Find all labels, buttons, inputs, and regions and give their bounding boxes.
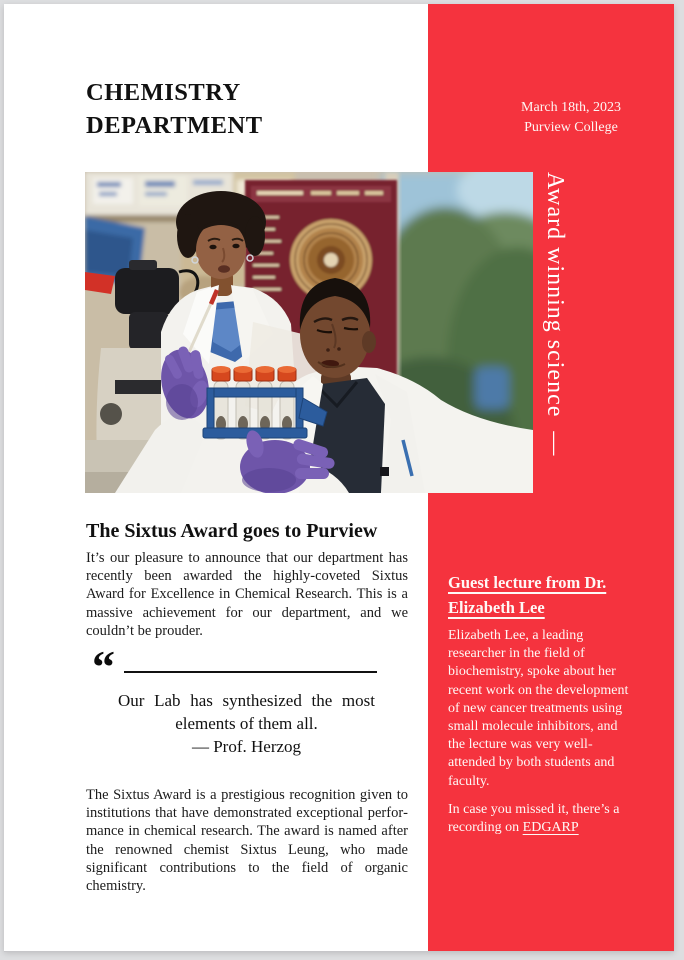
article-paragraph-1: It’s our pleasure to announce that our department has recently been awarded the highly-coveted Sixtus Award for Excellence in Chemical Research. This is a massive achievement for our department, and we couldn’t be prouder.: [86, 550, 408, 639]
recording-link[interactable]: EDGARP: [522, 820, 579, 836]
sidebar-body: Elizabeth Lee, a leading researcher in the field of biochemistry, spoke about her recent work on the development of new cancer treatments using small molecule inhibitors, and the lecture was very well-attended by both students and faculty.: [448, 628, 629, 789]
lab-photo: [85, 172, 533, 493]
quote-divider: [124, 671, 377, 673]
article-headline: The Sixtus Award goes to Purview: [86, 520, 378, 542]
article-paragraph-2: The Sixtus Award is a prestigious recognition given to institutions that have demonstrated exceptional performance in chemical research. The award is named after the renowned chemist Sixtus Leung, who made significant contributions to the field of organic chemistry.: [86, 787, 408, 895]
masthead-line2: DEPARTMENT: [86, 112, 263, 139]
issue-organization: Purview College: [524, 120, 618, 135]
pull-quote-header: [92, 641, 377, 692]
sidebar-note-text: In case you missed it, there’s a recording on: [448, 801, 620, 836]
lab-photo-illustration: [85, 172, 533, 493]
sidebar-heading: Guest lecture from Dr. Elizabeth Lee: [448, 573, 607, 617]
newsletter-page: [4, 4, 674, 951]
issue-date: March 18th, 2023: [521, 100, 621, 115]
quote-attribution: — Prof. Herzog: [191, 737, 302, 756]
quote-mark-icon: “: [92, 641, 115, 692]
photo-vertical-caption: Award winning science —: [542, 172, 568, 457]
quote-text: Our Lab has synthesized the most elements of them all.: [118, 691, 375, 733]
pull-quote: [92, 641, 377, 758]
sidebar: [448, 570, 630, 837]
masthead-line1: CHEMISTRY: [86, 79, 241, 106]
issue-info: [485, 98, 657, 138]
sidebar-note: [448, 801, 630, 837]
masthead-title: [86, 76, 263, 142]
